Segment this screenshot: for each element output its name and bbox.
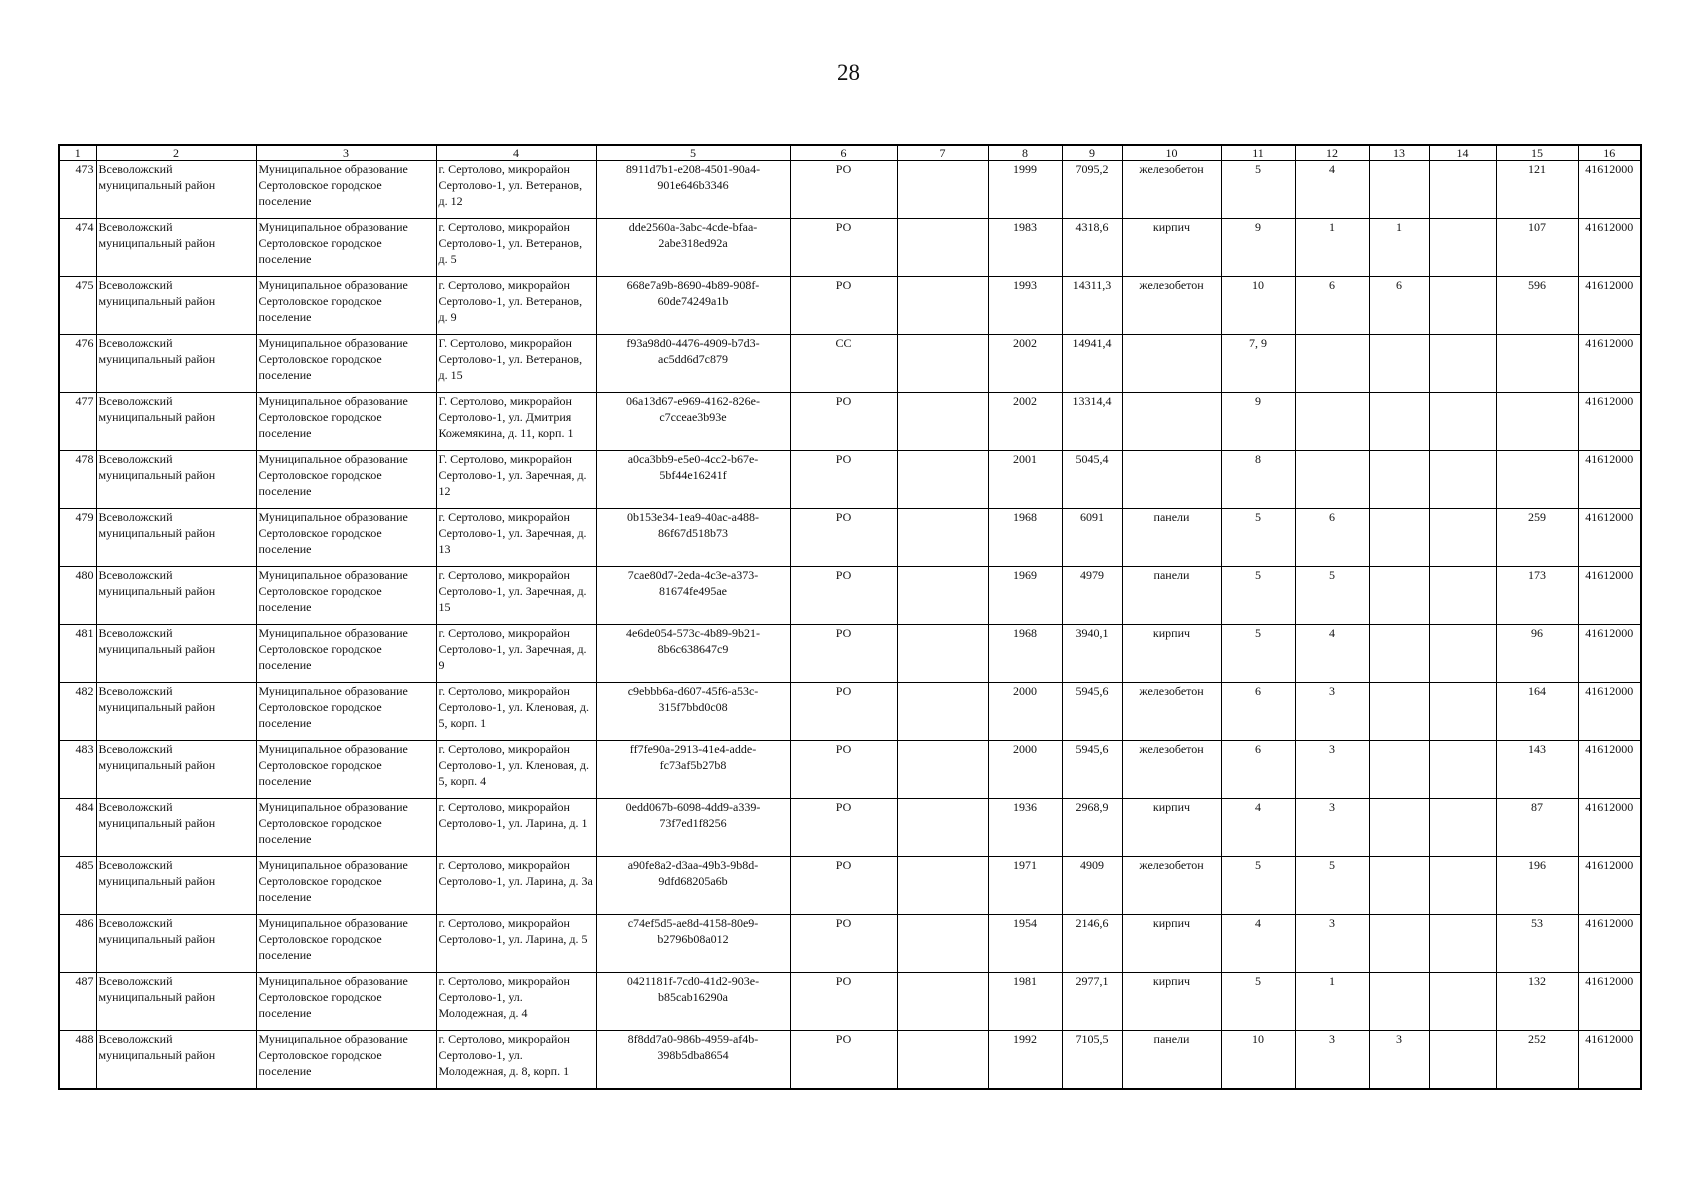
district-cell: Всеволожский муниципальный район	[96, 161, 256, 219]
row-number-cell: 486	[59, 915, 96, 973]
municipality-cell: Муниципальное образование Сертоловское городское поселение	[256, 625, 436, 683]
area-cell: 7105,5	[1062, 1031, 1122, 1089]
district-cell: Всеволожский муниципальный район	[96, 799, 256, 857]
address-cell: г. Сертолово, микрорайон Сертолово-1, ул. Заречная, д. 15	[436, 567, 596, 625]
guid-cell: 0421181f-7cd0-41d2-903e-b85cab16290a	[596, 973, 790, 1031]
entrances-cell: 5	[1295, 567, 1369, 625]
row-number-cell: 479	[59, 509, 96, 567]
wall-material-cell: панели	[1122, 1031, 1221, 1089]
column-13-cell	[1369, 857, 1429, 915]
year-cell: 2002	[988, 335, 1062, 393]
column-13-cell: 6	[1369, 277, 1429, 335]
type-cell: РО	[790, 277, 897, 335]
table-row	[59, 973, 1641, 1031]
column-7-cell	[897, 973, 988, 1031]
table-row	[59, 335, 1641, 393]
guid-cell: 668e7a9b-8690-4b89-908f-60de74249a1b	[596, 277, 790, 335]
oktmo-cell: 41612000	[1578, 277, 1641, 335]
area-cell: 4909	[1062, 857, 1122, 915]
year-cell: 2002	[988, 393, 1062, 451]
column-13-cell	[1369, 741, 1429, 799]
row-number-cell: 483	[59, 741, 96, 799]
column-14-cell	[1429, 799, 1496, 857]
row-number-cell: 476	[59, 335, 96, 393]
address-cell: г. Сертолово, микрорайон Сертолово-1, ул. Кленовая, д. 5, корп. 1	[436, 683, 596, 741]
entrances-cell	[1295, 335, 1369, 393]
area-cell: 14311,3	[1062, 277, 1122, 335]
column-header: 2	[96, 145, 256, 161]
column-14-cell	[1429, 683, 1496, 741]
type-cell: РО	[790, 393, 897, 451]
municipality-cell: Муниципальное образование Сертоловское городское поселение	[256, 915, 436, 973]
municipality-cell: Муниципальное образование Сертоловское городское поселение	[256, 683, 436, 741]
district-cell: Всеволожский муниципальный район	[96, 335, 256, 393]
row-number-cell: 473	[59, 161, 96, 219]
year-cell: 1968	[988, 509, 1062, 567]
floors-cell: 5	[1221, 625, 1295, 683]
guid-cell: a90fe8a2-d3aa-49b3-9b8d-9dfd68205a6b	[596, 857, 790, 915]
floors-cell: 9	[1221, 393, 1295, 451]
column-7-cell	[897, 219, 988, 277]
entrances-cell: 6	[1295, 509, 1369, 567]
district-cell: Всеволожский муниципальный район	[96, 509, 256, 567]
registry-body	[59, 161, 1641, 1089]
entrances-cell: 6	[1295, 277, 1369, 335]
area-cell: 14941,4	[1062, 335, 1122, 393]
table-row	[59, 915, 1641, 973]
column-14-cell	[1429, 741, 1496, 799]
wall-material-cell: кирпич	[1122, 915, 1221, 973]
wall-material-cell: кирпич	[1122, 219, 1221, 277]
column-7-cell	[897, 915, 988, 973]
year-cell: 2000	[988, 683, 1062, 741]
guid-cell: c74ef5d5-ae8d-4158-80e9-b2796b08a012	[596, 915, 790, 973]
column-13-cell	[1369, 973, 1429, 1031]
column-13-cell	[1369, 161, 1429, 219]
column-15-cell: 121	[1496, 161, 1578, 219]
district-cell: Всеволожский муниципальный район	[96, 625, 256, 683]
column-13-cell: 3	[1369, 1031, 1429, 1089]
address-cell: г. Сертолово, микрорайон Сертолово-1, ул. Ларина, д. 5	[436, 915, 596, 973]
address-cell: Г. Сертолово, микрорайон Сертолово-1, ул. Заречная, д. 12	[436, 451, 596, 509]
floors-cell: 6	[1221, 741, 1295, 799]
column-13-cell: 1	[1369, 219, 1429, 277]
column-header: 12	[1295, 145, 1369, 161]
column-header: 10	[1122, 145, 1221, 161]
wall-material-cell	[1122, 335, 1221, 393]
municipality-cell: Муниципальное образование Сертоловское городское поселение	[256, 277, 436, 335]
wall-material-cell	[1122, 393, 1221, 451]
column-15-cell: 96	[1496, 625, 1578, 683]
column-15-cell: 107	[1496, 219, 1578, 277]
wall-material-cell: железобетон	[1122, 277, 1221, 335]
oktmo-cell: 41612000	[1578, 973, 1641, 1031]
table-row	[59, 277, 1641, 335]
municipality-cell: Муниципальное образование Сертоловское городское поселение	[256, 219, 436, 277]
oktmo-cell: 41612000	[1578, 683, 1641, 741]
entrances-cell	[1295, 393, 1369, 451]
district-cell: Всеволожский муниципальный район	[96, 973, 256, 1031]
column-7-cell	[897, 451, 988, 509]
district-cell: Всеволожский муниципальный район	[96, 277, 256, 335]
type-cell: РО	[790, 857, 897, 915]
column-15-cell: 87	[1496, 799, 1578, 857]
area-cell: 2977,1	[1062, 973, 1122, 1031]
column-7-cell	[897, 509, 988, 567]
area-cell: 6091	[1062, 509, 1122, 567]
oktmo-cell: 41612000	[1578, 625, 1641, 683]
address-cell: г. Сертолово, микрорайон Сертолово-1, ул. Заречная, д. 9	[436, 625, 596, 683]
area-cell: 13314,4	[1062, 393, 1122, 451]
entrances-cell	[1295, 451, 1369, 509]
wall-material-cell: железобетон	[1122, 161, 1221, 219]
table-row	[59, 625, 1641, 683]
oktmo-cell: 41612000	[1578, 567, 1641, 625]
table-row	[59, 1031, 1641, 1089]
municipality-cell: Муниципальное образование Сертоловское городское поселение	[256, 1031, 436, 1089]
column-header: 1	[59, 145, 96, 161]
column-header: 3	[256, 145, 436, 161]
column-header: 11	[1221, 145, 1295, 161]
address-cell: г. Сертолово, микрорайон Сертолово-1, ул. Ларина, д. 1	[436, 799, 596, 857]
entrances-cell: 5	[1295, 857, 1369, 915]
column-14-cell	[1429, 973, 1496, 1031]
wall-material-cell: железобетон	[1122, 683, 1221, 741]
area-cell: 4318,6	[1062, 219, 1122, 277]
floors-cell: 9	[1221, 219, 1295, 277]
year-cell: 1999	[988, 161, 1062, 219]
column-header: 4	[436, 145, 596, 161]
table-row	[59, 567, 1641, 625]
municipality-cell: Муниципальное образование Сертоловское городское поселение	[256, 567, 436, 625]
column-7-cell	[897, 393, 988, 451]
table-row	[59, 451, 1641, 509]
column-13-cell	[1369, 509, 1429, 567]
municipality-cell: Муниципальное образование Сертоловское городское поселение	[256, 335, 436, 393]
municipality-cell: Муниципальное образование Сертоловское городское поселение	[256, 451, 436, 509]
address-cell: г. Сертолово, микрорайон Сертолово-1, ул. Кленовая, д. 5, корп. 4	[436, 741, 596, 799]
column-14-cell	[1429, 625, 1496, 683]
column-14-cell	[1429, 219, 1496, 277]
column-header: 16	[1578, 145, 1641, 161]
type-cell: РО	[790, 741, 897, 799]
guid-cell: f93a98d0-4476-4909-b7d3-ac5dd6d7c879	[596, 335, 790, 393]
type-cell: РО	[790, 915, 897, 973]
floors-cell: 5	[1221, 973, 1295, 1031]
column-13-cell	[1369, 799, 1429, 857]
year-cell: 2001	[988, 451, 1062, 509]
column-number-row	[59, 145, 1641, 161]
entrances-cell: 3	[1295, 1031, 1369, 1089]
column-14-cell	[1429, 509, 1496, 567]
column-13-cell	[1369, 567, 1429, 625]
column-13-cell	[1369, 451, 1429, 509]
oktmo-cell: 41612000	[1578, 1031, 1641, 1089]
column-header: 8	[988, 145, 1062, 161]
municipality-cell: Муниципальное образование Сертоловское городское поселение	[256, 161, 436, 219]
column-14-cell	[1429, 915, 1496, 973]
year-cell: 1954	[988, 915, 1062, 973]
year-cell: 1968	[988, 625, 1062, 683]
type-cell: РО	[790, 683, 897, 741]
column-14-cell	[1429, 335, 1496, 393]
district-cell: Всеволожский муниципальный район	[96, 567, 256, 625]
floors-cell: 5	[1221, 161, 1295, 219]
municipality-cell: Муниципальное образование Сертоловское городское поселение	[256, 393, 436, 451]
municipality-cell: Муниципальное образование Сертоловское городское поселение	[256, 509, 436, 567]
type-cell: РО	[790, 161, 897, 219]
guid-cell: c9ebbb6a-d607-45f6-a53c-315f7bbd0c08	[596, 683, 790, 741]
column-14-cell	[1429, 277, 1496, 335]
floors-cell: 5	[1221, 567, 1295, 625]
guid-cell: a0ca3bb9-e5e0-4cc2-b67e-5bf44e16241f	[596, 451, 790, 509]
floors-cell: 4	[1221, 915, 1295, 973]
area-cell: 2968,9	[1062, 799, 1122, 857]
district-cell: Всеволожский муниципальный район	[96, 451, 256, 509]
column-15-cell: 53	[1496, 915, 1578, 973]
wall-material-cell: кирпич	[1122, 799, 1221, 857]
floors-cell: 5	[1221, 857, 1295, 915]
address-cell: г. Сертолово, микрорайон Сертолово-1, ул. Заречная, д. 13	[436, 509, 596, 567]
column-14-cell	[1429, 857, 1496, 915]
table-row	[59, 161, 1641, 219]
address-cell: г. Сертолово, микрорайон Сертолово-1, ул. Ларина, д. 3а	[436, 857, 596, 915]
row-number-cell: 478	[59, 451, 96, 509]
area-cell: 5945,6	[1062, 683, 1122, 741]
type-cell: РО	[790, 219, 897, 277]
floors-cell: 5	[1221, 509, 1295, 567]
oktmo-cell: 41612000	[1578, 741, 1641, 799]
column-13-cell	[1369, 683, 1429, 741]
housing-registry-table	[58, 144, 1642, 1090]
column-14-cell	[1429, 161, 1496, 219]
entrances-cell: 4	[1295, 625, 1369, 683]
address-cell: Г. Сертолово, микрорайон Сертолово-1, ул. Ветеранов, д. 15	[436, 335, 596, 393]
row-number-cell: 480	[59, 567, 96, 625]
column-header: 14	[1429, 145, 1496, 161]
oktmo-cell: 41612000	[1578, 335, 1641, 393]
municipality-cell: Муниципальное образование Сертоловское городское поселение	[256, 973, 436, 1031]
type-cell: РО	[790, 973, 897, 1031]
row-number-cell: 475	[59, 277, 96, 335]
oktmo-cell: 41612000	[1578, 393, 1641, 451]
column-14-cell	[1429, 451, 1496, 509]
floors-cell: 7, 9	[1221, 335, 1295, 393]
row-number-cell: 477	[59, 393, 96, 451]
wall-material-cell: кирпич	[1122, 625, 1221, 683]
column-15-cell	[1496, 335, 1578, 393]
wall-material-cell	[1122, 451, 1221, 509]
wall-material-cell: железобетон	[1122, 741, 1221, 799]
municipality-cell: Муниципальное образование Сертоловское городское поселение	[256, 857, 436, 915]
entrances-cell: 3	[1295, 683, 1369, 741]
municipality-cell: Муниципальное образование Сертоловское городское поселение	[256, 741, 436, 799]
floors-cell: 6	[1221, 683, 1295, 741]
row-number-cell: 485	[59, 857, 96, 915]
area-cell: 5045,4	[1062, 451, 1122, 509]
entrances-cell: 3	[1295, 741, 1369, 799]
year-cell: 1936	[988, 799, 1062, 857]
column-15-cell: 173	[1496, 567, 1578, 625]
guid-cell: 0edd067b-6098-4dd9-a339-73f7ed1f8256	[596, 799, 790, 857]
column-7-cell	[897, 799, 988, 857]
district-cell: Всеволожский муниципальный район	[96, 683, 256, 741]
table-row	[59, 683, 1641, 741]
column-7-cell	[897, 567, 988, 625]
type-cell: РО	[790, 509, 897, 567]
column-15-cell: 196	[1496, 857, 1578, 915]
table-row	[59, 509, 1641, 567]
column-15-cell: 252	[1496, 1031, 1578, 1089]
column-13-cell	[1369, 915, 1429, 973]
address-cell: г. Сертолово, микрорайон Сертолово-1, ул. Ветеранов, д. 5	[436, 219, 596, 277]
entrances-cell: 3	[1295, 799, 1369, 857]
entrances-cell: 1	[1295, 219, 1369, 277]
column-header: 6	[790, 145, 897, 161]
entrances-cell: 4	[1295, 161, 1369, 219]
column-7-cell	[897, 857, 988, 915]
column-7-cell	[897, 335, 988, 393]
area-cell: 4979	[1062, 567, 1122, 625]
wall-material-cell: железобетон	[1122, 857, 1221, 915]
column-header: 13	[1369, 145, 1429, 161]
column-14-cell	[1429, 393, 1496, 451]
district-cell: Всеволожский муниципальный район	[96, 741, 256, 799]
area-cell: 5945,6	[1062, 741, 1122, 799]
oktmo-cell: 41612000	[1578, 915, 1641, 973]
column-7-cell	[897, 161, 988, 219]
wall-material-cell: панели	[1122, 509, 1221, 567]
column-7-cell	[897, 1031, 988, 1089]
year-cell: 1993	[988, 277, 1062, 335]
wall-material-cell: кирпич	[1122, 973, 1221, 1031]
guid-cell: 4e6de054-573c-4b89-9b21-8b6c638647c9	[596, 625, 790, 683]
address-cell: Г. Сертолово, микрорайон Сертолово-1, ул. Дмитрия Кожемякина, д. 11, корп. 1	[436, 393, 596, 451]
column-14-cell	[1429, 1031, 1496, 1089]
guid-cell: 8911d7b1-e208-4501-90a4-901e646b3346	[596, 161, 790, 219]
column-15-cell: 259	[1496, 509, 1578, 567]
column-15-cell: 164	[1496, 683, 1578, 741]
floors-cell: 8	[1221, 451, 1295, 509]
type-cell: РО	[790, 451, 897, 509]
column-13-cell	[1369, 625, 1429, 683]
row-number-cell: 484	[59, 799, 96, 857]
page-number: 28	[837, 60, 860, 85]
column-15-cell: 132	[1496, 973, 1578, 1031]
year-cell: 1981	[988, 973, 1062, 1031]
guid-cell: 0b153e34-1ea9-40ac-a488-86f67d518b73	[596, 509, 790, 567]
entrances-cell: 1	[1295, 973, 1369, 1031]
floors-cell: 10	[1221, 277, 1295, 335]
oktmo-cell: 41612000	[1578, 857, 1641, 915]
year-cell: 1971	[988, 857, 1062, 915]
column-header: 9	[1062, 145, 1122, 161]
district-cell: Всеволожский муниципальный район	[96, 393, 256, 451]
floors-cell: 4	[1221, 799, 1295, 857]
oktmo-cell: 41612000	[1578, 219, 1641, 277]
column-15-cell	[1496, 451, 1578, 509]
district-cell: Всеволожский муниципальный район	[96, 1031, 256, 1089]
column-header: 5	[596, 145, 790, 161]
year-cell: 1983	[988, 219, 1062, 277]
type-cell: РО	[790, 799, 897, 857]
row-number-cell: 487	[59, 973, 96, 1031]
oktmo-cell: 41612000	[1578, 799, 1641, 857]
guid-cell: 06a13d67-e969-4162-826e-c7cceae3b93e	[596, 393, 790, 451]
column-7-cell	[897, 683, 988, 741]
year-cell: 1992	[988, 1031, 1062, 1089]
address-cell: г. Сертолово, микрорайон Сертолово-1, ул. Молодежная, д. 8, корп. 1	[436, 1031, 596, 1089]
type-cell: СС	[790, 335, 897, 393]
floors-cell: 10	[1221, 1031, 1295, 1089]
wall-material-cell: панели	[1122, 567, 1221, 625]
district-cell: Всеволожский муниципальный район	[96, 219, 256, 277]
type-cell: РО	[790, 625, 897, 683]
column-7-cell	[897, 277, 988, 335]
column-15-cell	[1496, 393, 1578, 451]
row-number-cell: 488	[59, 1031, 96, 1089]
area-cell: 7095,2	[1062, 161, 1122, 219]
column-14-cell	[1429, 567, 1496, 625]
column-header: 7	[897, 145, 988, 161]
row-number-cell: 482	[59, 683, 96, 741]
column-13-cell	[1369, 335, 1429, 393]
oktmo-cell: 41612000	[1578, 509, 1641, 567]
year-cell: 1969	[988, 567, 1062, 625]
column-header: 15	[1496, 145, 1578, 161]
column-15-cell: 143	[1496, 741, 1578, 799]
address-cell: г. Сертолово, микрорайон Сертолово-1, ул. Молодежная, д. 4	[436, 973, 596, 1031]
entrances-cell: 3	[1295, 915, 1369, 973]
year-cell: 2000	[988, 741, 1062, 799]
table-row	[59, 741, 1641, 799]
column-7-cell	[897, 741, 988, 799]
table-row	[59, 219, 1641, 277]
row-number-cell: 474	[59, 219, 96, 277]
column-7-cell	[897, 625, 988, 683]
address-cell: г. Сертолово, микрорайон Сертолово-1, ул. Ветеранов, д. 12	[436, 161, 596, 219]
table-row	[59, 393, 1641, 451]
municipality-cell: Муниципальное образование Сертоловское городское поселение	[256, 799, 436, 857]
guid-cell: dde2560a-3abc-4cde-bfaa-2abe318ed92a	[596, 219, 790, 277]
area-cell: 2146,6	[1062, 915, 1122, 973]
column-15-cell: 596	[1496, 277, 1578, 335]
row-number-cell: 481	[59, 625, 96, 683]
address-cell: г. Сертолово, микрорайон Сертолово-1, ул. Ветеранов, д. 9	[436, 277, 596, 335]
area-cell: 3940,1	[1062, 625, 1122, 683]
district-cell: Всеволожский муниципальный район	[96, 857, 256, 915]
guid-cell: ff7fe90a-2913-41e4-adde-fc73af5b27b8	[596, 741, 790, 799]
oktmo-cell: 41612000	[1578, 161, 1641, 219]
guid-cell: 8f8dd7a0-986b-4959-af4b-398b5dba8654	[596, 1031, 790, 1089]
type-cell: РО	[790, 567, 897, 625]
district-cell: Всеволожский муниципальный район	[96, 915, 256, 973]
table-row	[59, 799, 1641, 857]
guid-cell: 7cae80d7-2eda-4c3e-a373-81674fe495ae	[596, 567, 790, 625]
column-13-cell	[1369, 393, 1429, 451]
table-row	[59, 857, 1641, 915]
oktmo-cell: 41612000	[1578, 451, 1641, 509]
type-cell: РО	[790, 1031, 897, 1089]
